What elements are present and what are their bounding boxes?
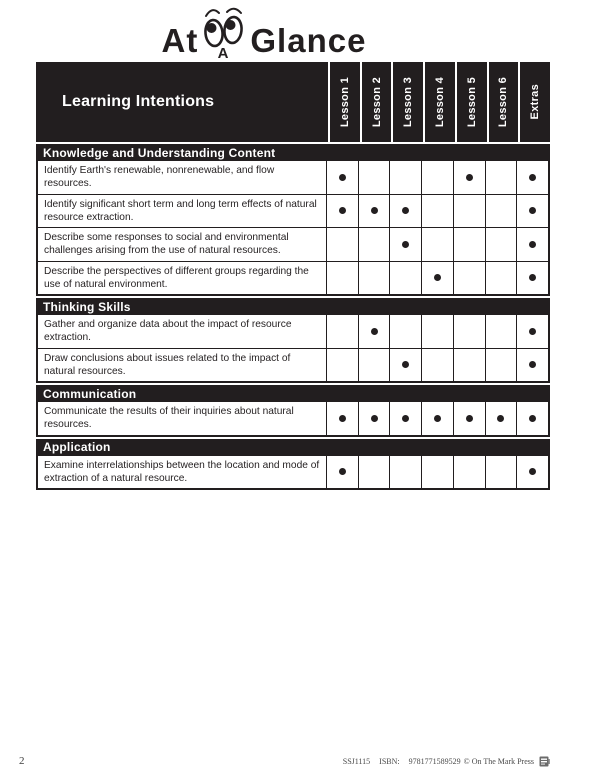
mark-cell [327,161,358,194]
mark-cell [327,228,358,261]
isbn-label: ISBN: [379,757,400,766]
mark-cell [422,161,453,194]
bullet-mark [371,328,378,335]
logo-inner [162,2,367,60]
bullet-mark [339,415,346,422]
mark-cell [517,402,548,435]
column-header-extras [520,62,550,142]
mark-cell [454,161,485,194]
column-label: Lesson 4 [433,76,446,128]
page-number: 2 [19,755,25,767]
mark-cell [454,315,485,348]
mark-cell [454,262,485,295]
bullet-mark [529,174,536,181]
bullet-mark [339,207,346,214]
mark-cell [390,349,421,382]
column-label: Lesson 2 [370,76,383,128]
mark-cell [359,402,390,435]
bullet-mark [402,207,409,214]
section-rows [36,315,550,383]
column-label: Lesson 5 [465,76,478,128]
mark-cell [359,456,390,489]
table-row [38,161,548,194]
column-label: Lesson 3 [402,76,415,128]
bullet-mark [466,415,473,422]
column-header-lesson-1 [330,62,360,142]
mark-cell [517,315,548,348]
table-row [38,349,548,382]
section-header: Communication [36,385,550,402]
bullet-mark [529,274,536,281]
column-header-lesson-5 [457,62,487,142]
footer-publisher-line [343,756,550,767]
column-label: Lesson 6 [497,76,510,128]
mark-cell [390,161,421,194]
table-header-bar [36,62,550,142]
mark-cell [390,195,421,228]
section-rows [36,161,550,296]
mark-cell [454,228,485,261]
table-row [38,456,548,489]
section-header: Knowledge and Understanding Content [36,144,550,161]
bullet-mark [371,415,378,422]
bullet-mark [434,415,441,422]
bullet-mark [529,468,536,475]
mark-cell [422,195,453,228]
mark-cell [454,349,485,382]
mark-cell [517,456,548,489]
section-rows [36,402,550,437]
column-header-lesson-2 [362,62,392,142]
mark-cell [517,262,548,295]
mark-cell [486,228,517,261]
section-rows [36,456,550,491]
column-header-lesson-4 [425,62,455,142]
logo-word-at: At [161,22,199,59]
table-row [38,228,548,261]
mark-cell [390,456,421,489]
logo-word-glance: Glance [250,22,367,59]
isbn-number: 9781771589529 [408,757,461,766]
mark-cell [359,228,390,261]
row-description: Examine interrelationships between the location and mode of extraction of a natural resource. [38,456,326,489]
column-label: Extras [529,84,542,120]
mark-cell [486,315,517,348]
mark-cell [454,456,485,489]
mark-cell [327,315,358,348]
mark-cell [422,349,453,382]
mark-cell [359,262,390,295]
mark-cell [517,195,548,228]
row-description: Gather and organize data about the impact of resource extraction. [38,315,326,348]
mark-cell [454,402,485,435]
mark-cell [422,456,453,489]
at-a-glance-logo [0,2,600,60]
bullet-mark [371,207,378,214]
table-row [38,402,548,435]
mark-cell [486,402,517,435]
bullet-mark [402,415,409,422]
bullet-mark [497,415,504,422]
learning-intentions-table [36,62,550,490]
mark-cell [359,195,390,228]
bullet-mark [402,361,409,368]
mark-cell [327,262,358,295]
mark-cell [517,161,548,194]
table-body [36,144,550,490]
mark-cell [422,315,453,348]
mark-cell [390,315,421,348]
mark-cell [359,315,390,348]
column-header-lesson-6 [489,62,519,142]
section-header: Thinking Skills [36,298,550,315]
mark-cell [486,349,517,382]
mark-cell [422,262,453,295]
row-description: Draw conclusions about issues related to the impact of natural resources. [38,349,326,382]
column-header-lesson-3 [393,62,423,142]
copyright-text: © On The Mark Press [463,757,534,766]
googly-eyes-icon [200,2,248,60]
row-description: Describe the perspectives of different groups regarding the use of natural environment. [38,262,326,295]
bullet-mark [402,241,409,248]
mark-cell [486,161,517,194]
table-row [38,315,548,348]
bullet-mark [466,174,473,181]
table-row [38,195,548,228]
section-header: Application [36,439,550,456]
bullet-mark [529,415,536,422]
bullet-mark [529,207,536,214]
mark-cell [454,195,485,228]
mark-cell [486,456,517,489]
mark-cell [517,349,548,382]
bullet-mark [529,241,536,248]
row-description: Describe some responses to social and environmental challenges arising from the use of natural resources. [38,228,326,261]
bullet-mark [529,361,536,368]
learning-intentions-header: Learning Intentions [36,62,328,142]
mark-cell [327,456,358,489]
mark-cell [390,228,421,261]
mark-cell [517,228,548,261]
row-description: Identify significant short term and long term effects of natural resource extraction. [38,195,326,228]
bullet-mark [339,468,346,475]
row-description: Identify Earth's renewable, nonrenewable, and flow resources. [38,161,326,194]
mark-cell [422,402,453,435]
mark-cell [390,402,421,435]
bullet-mark [339,174,346,181]
mark-cell [327,349,358,382]
publisher-code: SSJ1115 [342,757,371,766]
mark-cell [327,195,358,228]
mark-cell [359,161,390,194]
press-logo-icon [539,756,550,767]
bullet-mark [529,328,536,335]
logo-letter-a: A [217,45,229,60]
row-description: Communicate the results of their inquiries about natural resources. [38,402,326,435]
mark-cell [486,195,517,228]
mark-cell [486,262,517,295]
bullet-mark [434,274,441,281]
mark-cell [390,262,421,295]
column-label: Lesson 1 [338,76,351,128]
mark-cell [422,228,453,261]
mark-cell [359,349,390,382]
mark-cell [327,402,358,435]
table-row [38,262,548,295]
